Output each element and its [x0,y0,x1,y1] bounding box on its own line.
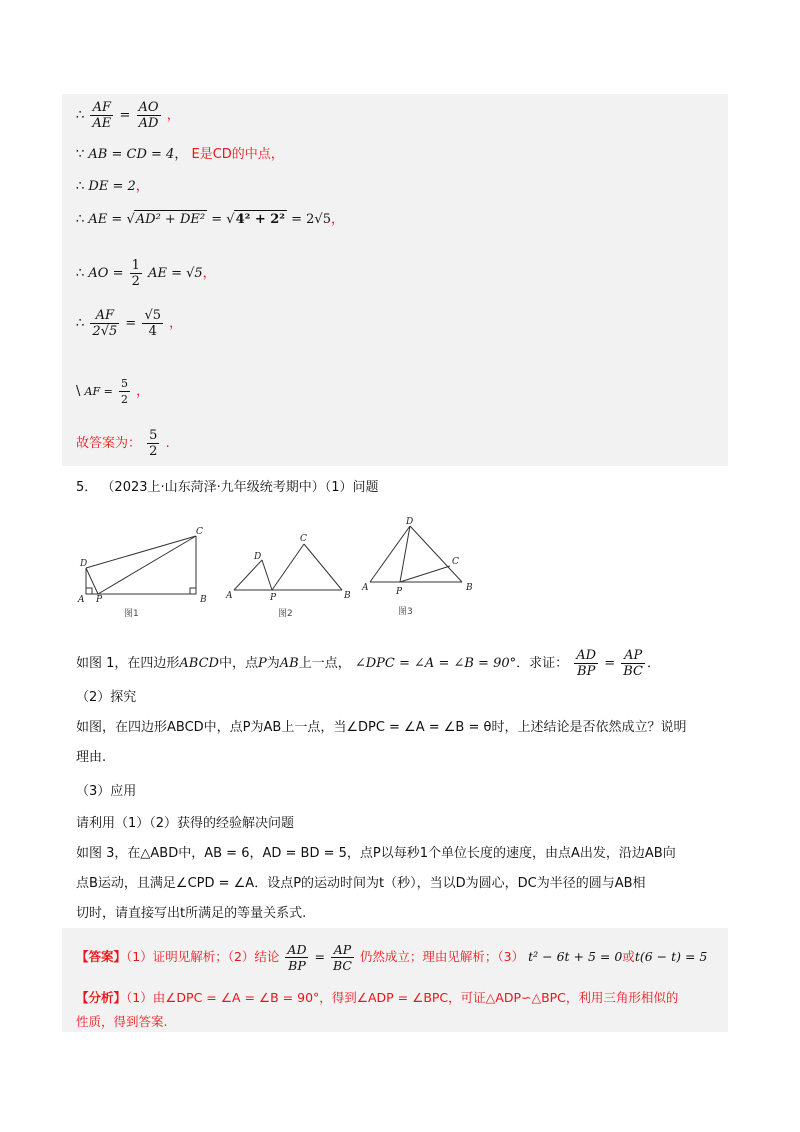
because-symbol: ∵ [76,147,85,162]
svg-text:C: C [300,534,307,544]
analysis-text-2: 性质，得到答案. [76,1014,168,1029]
red-comma: ， [135,179,149,194]
ao-result: AE = √5 [148,266,203,281]
answer-fraction-ap-bc: $\frac{AP}{BC}$ [332,942,352,973]
solution-line-6 [76,308,182,339]
svg-text:B: B [200,595,207,605]
equals: = [125,316,137,331]
svg-text:B: B [344,591,351,601]
fraction-ap-bc: $\frac{AP}{BC}$ [623,648,644,679]
fraction-af-2root5: $\frac{AF}{2√5}$ [92,308,118,339]
ao-label: AO = [88,266,124,281]
sqrt-ad-de: AD² + DE² [135,212,206,227]
fraction-ao-ad: $\frac{AO}{AD}$ [138,100,159,131]
fraction-half: $\frac{1}{2}$ [131,258,140,289]
solution-answer [76,428,170,459]
ae-result: = 2√5 [291,212,331,227]
svg-text:C: C [452,557,459,567]
fig1-caption: 图1 [124,609,139,619]
solution-line-7 [76,376,149,407]
therefore-symbol: ∴ [76,179,85,194]
part3-line-4: 切时，请直接写出t所满足的等量关系式. [76,906,307,921]
red-comma: ， [166,108,180,123]
answer-equation-2: t(6 − t) = 5 [634,949,708,964]
answer-equation-1: t² − 6t + 5 = 0 [528,949,623,964]
therefore-symbol: ∴ [76,108,85,123]
solution-line-2 [76,146,284,164]
part3-line-2: 如图 3，在△ABD中，AB = 6，AD = BD = 5，点P以每秒1个单位长度的速度，由点A出发，沿边AB向 [76,846,676,861]
part2-line-1: 如图，在四边形ABCD中，点P为AB上一点，当∠DPC = ∠A = ∠B = θ时，上述结论是否依然成立？说明 [76,720,687,735]
answer-label: 故答案为： [76,436,142,451]
svg-text:C: C [196,527,203,537]
analysis-tag: 【分析】 [76,990,127,1005]
svg-text:A: A [78,595,85,605]
svg-text:P: P [396,587,403,597]
de-equation: DE = 2 [88,179,136,194]
analysis-text-1: （1）由∠DPC = ∠A = ∠B = 90°，得到∠ADP = ∠BPC，可证△ADP∽△BPC，利用三角形相似的 [126,990,679,1005]
backslash-symbol: \ [76,384,81,399]
svg-text:D: D [406,517,414,527]
therefore-symbol: ∴ [76,212,85,227]
svg-text:B: B [466,583,473,593]
equals: = [211,212,223,227]
red-comma: ， [331,212,345,227]
part2-line-2: 理由. [76,750,107,765]
part1-statement: 如图 1，在四边形ABCD中，点P为AB上一点， ∠DPC = ∠A = ∠B = 90°．求证： $\frac{AD}{BP}$ = $\frac{AP}{BC}$ ． [76,648,661,679]
red-comma: ， [202,266,216,281]
answer-fraction: $\frac{5}{2}$ [149,428,158,459]
part3-title: （3）应用 [76,784,137,799]
fig2-caption: 图2 [278,609,293,619]
fraction-af-ae: $\frac{AF}{AE}$ [92,100,112,131]
svg-text:A: A [362,583,369,593]
answer-tag: 【答案】 [76,949,127,964]
part3-line-1: 请利用（1）（2）获得的经验解决问题 [76,816,295,831]
comma: ， [174,147,188,162]
fraction-ad-bp: $\frac{AD}{BP}$ [576,648,597,679]
figure-3 [370,526,462,582]
equals: = [119,108,131,123]
therefore-symbol: ∴ [76,266,85,281]
answer-period: . [165,436,170,451]
therefore-symbol: ∴ [76,316,85,331]
answer-line: 【答案】（1）证明见解析；（2）结论 $\frac{AD}{BP}$ = $\frac{AP}{BC}$ 仍然成立；理由见解析；（3） t² − 6t + 5 = 0或t(6 − t) = 5 [76,942,708,973]
fraction-root5-4: $\frac{√5}{4}$ [144,308,161,339]
figure-2 [234,544,342,590]
svg-text:P: P [270,593,277,603]
answer-or: 或 [622,949,635,964]
solution-line-3 [76,178,149,196]
ae-label: AE = [88,212,123,227]
sqrt-numbers: 4² + 2² [235,212,285,227]
svg-text:P: P [96,595,103,605]
solution-line-4: ∴ AE = √AD² + DE² = √4² + 2² = 2√5， [76,212,345,227]
svg-text:D: D [254,552,262,562]
figure-1 [86,536,196,594]
solution-line-1 [76,100,180,131]
svg-text:A: A [226,591,233,601]
given-equation: AB = CD = 4 [88,147,175,162]
red-comma: ， [169,316,183,331]
fraction-5-2: $\frac{5}{2}$ [120,377,128,406]
answer-fraction-ad-bp: $\frac{AD}{BP}$ [287,942,307,973]
solution-line-5 [76,258,216,289]
red-comma: ， [136,384,150,399]
problem-figures [72,514,512,624]
analysis-line-2 [76,1012,167,1031]
part3-line-3: 点B运动，且满足∠CPD = ∠A．设点P的运动时间为t（秒），当以D为圆心，DC为半径的圆与AB相 [76,876,646,891]
answer-text-2: 仍然成立；理由见解析；（3） [359,949,525,964]
answer-text-1: （1）证明见解析；（2）结论 [126,949,280,964]
problem-number: 5． [76,480,98,495]
midpoint-statement: E是CD的中点， [191,147,284,162]
analysis-line-1 [76,988,678,1007]
problem-source: （2023上·山东菏泽·九年级统考期中）（1）问题 [101,480,379,495]
fig3-caption: 图3 [398,607,413,617]
part2-title: （2）探究 [76,690,137,705]
problem-header [76,478,379,497]
svg-text:D: D [80,559,88,569]
af-label: AF = [84,385,113,398]
